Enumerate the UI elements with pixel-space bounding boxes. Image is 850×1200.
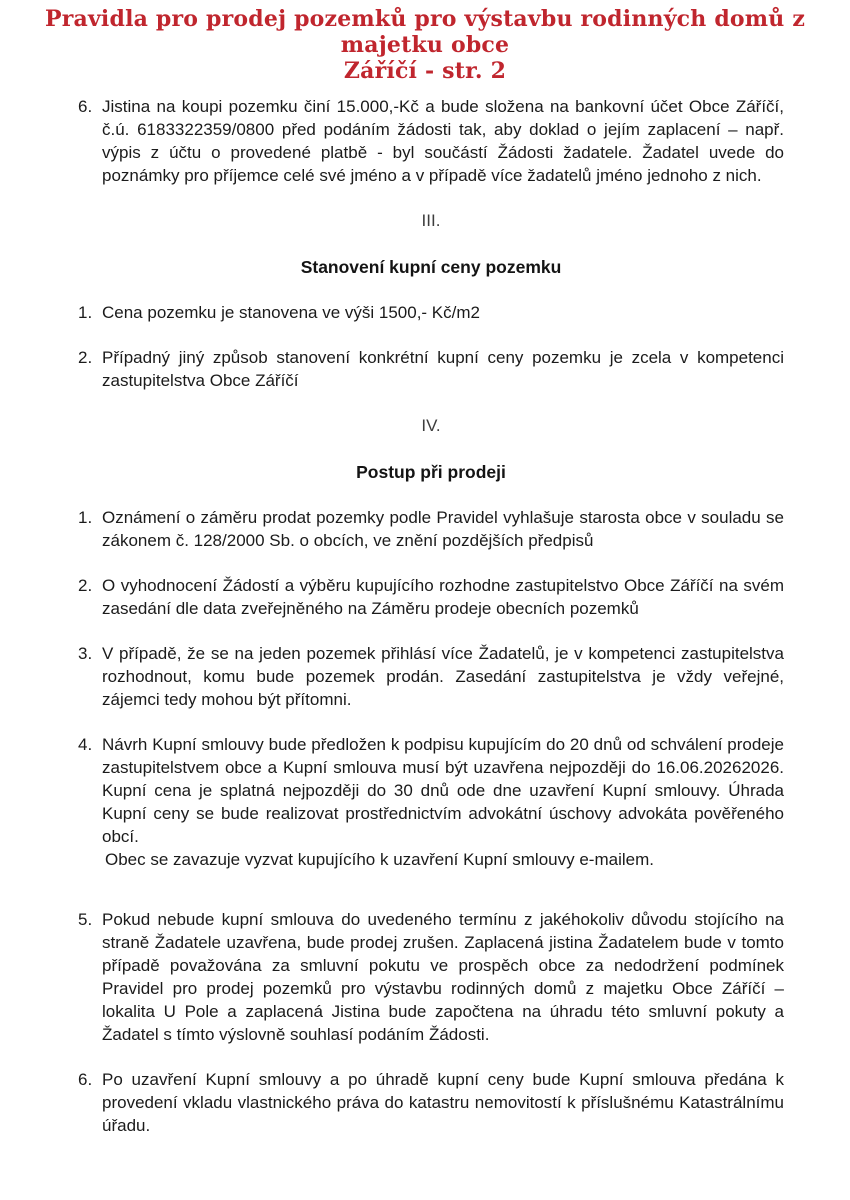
list-item-text: Cena pozemku je stanovena ve výši 1500,- Kč/m2 <box>102 303 480 322</box>
section-numeral-iv: IV. <box>421 416 441 435</box>
list-item-iv-2 <box>78 574 784 620</box>
page-title-line2: Záříčí - str. 2 <box>343 58 507 84</box>
list-item-text: Oznámení o záměru prodat pozemky podle Pravidel vyhlašuje starosta obce v souladu se zákonem č. 128/2000 Sb. o obcích, ve znění pozdějších předpisů <box>102 508 784 550</box>
page-title <box>0 6 850 84</box>
list-item-number: 1. <box>78 303 93 322</box>
list-item-number: 6. <box>78 1070 93 1089</box>
list-item-number: 4. <box>78 735 93 754</box>
list-item-iv-3 <box>78 642 784 711</box>
list-item-number: 2. <box>78 348 93 367</box>
list-item-iv-1 <box>78 506 784 552</box>
list-item-iv-5 <box>78 908 784 1046</box>
list-item-number: 6. <box>78 97 93 116</box>
list-item-continuation: Obec se zavazuje vyzvat kupujícího k uzavření Kupní smlouvy e-mailem. <box>105 850 654 869</box>
document-body <box>78 95 784 1137</box>
section-heading-iv: Postup při prodeji <box>356 462 506 482</box>
list-item-number: 1. <box>78 508 93 527</box>
page-title-line1: Pravidla pro prodej pozemků pro výstavbu rodinných domů z majetku obce <box>44 6 806 58</box>
section-numeral-iii: III. <box>421 211 441 230</box>
list-item-number: 3. <box>78 644 93 663</box>
list-item-text: Po uzavření Kupní smlouvy a po úhradě kupní ceny bude Kupní smlouva předána k provedení vkladu vlastnického práva do katastru nemovitostí k příslušnému Katastrálnímu úřadu. <box>102 1070 784 1135</box>
list-item-iv-4 <box>78 733 784 871</box>
list-item-text: V případě, že se na jeden pozemek přihlásí více Žadatelů, je v kompetenci zastupitelstva rozhodnout, komu bude pozemek prodán. Zasedání zastupitelstva je vždy veřejné, zájemci tedy mohou být přítomni. <box>102 644 784 709</box>
list-item-text <box>102 733 784 871</box>
list-item-iii-1 <box>78 301 784 324</box>
list-item-text: Pokud nebude kupní smlouva do uvedeného termínu z jakéhokoliv důvodu stojícího na straně Žadatele uzavřena, bude prodej zrušen. Zaplacená jistina Žadatelem bude v tomto případě považována za smluvní pokutu ve prospěch obce za nedodržení podmínek Pravidel pro prodej pozemků pro výstavbu rodinných domů z majetku Obce Záříčí – lokalita U Pole a zaplacená Jistina bude započtena na úhradu této smluvní pokuty a Žadatel s tímto výslovně souhlasí podáním Žádosti. <box>102 910 784 1044</box>
list-item-intro-6 <box>78 95 784 187</box>
list-item-iv-6 <box>78 1068 784 1137</box>
list-item-iii-2 <box>78 346 784 392</box>
list-item-paragraph: Návrh Kupní smlouvy bude předložen k podpisu kupujícím do 20 dnů od schválení prodeje zastupitelstvem obce a Kupní smlouva musí být uzavřena nejpozději do 16.06.20262026. Kupní cena je splatná nejpozději do 30 dnů ode dne uzavření Kupní smlouvy. Úhrada Kupní ceny se bude realizovat prostřednictvím advokátní úschovy advokáta pověřeného obcí. <box>102 735 784 846</box>
list-item-text: Případný jiný způsob stanovení konkrétní kupní ceny pozemku je zcela v kompetenci zastupitelstva Obce Záříčí <box>102 348 784 390</box>
list-item-number: 2. <box>78 576 93 595</box>
list-item-number: 5. <box>78 910 93 929</box>
list-item-text: Jistina na koupi pozemku činí 15.000,-Kč a bude složena na bankovní účet Obce Záříčí, č.ú. 6183322359/0800 před podáním žádosti tak, aby doklad o jejím zaplacení – např. výpis z účtu o provedené platbě - byl součástí Žádosti žadatele. Žadatel uvede do poznámky pro příjemce celé své jméno a v případě více žadatelů jméno jednoho z nich. <box>102 97 784 185</box>
section-heading-iii: Stanovení kupní ceny pozemku <box>300 257 562 277</box>
list-item-text: O vyhodnocení Žádostí a výběru kupujícího rozhodne zastupitelstvo Obce Záříčí na svém zasedání dle data zveřejněného na Záměru prodeje obecních pozemků <box>102 576 784 618</box>
